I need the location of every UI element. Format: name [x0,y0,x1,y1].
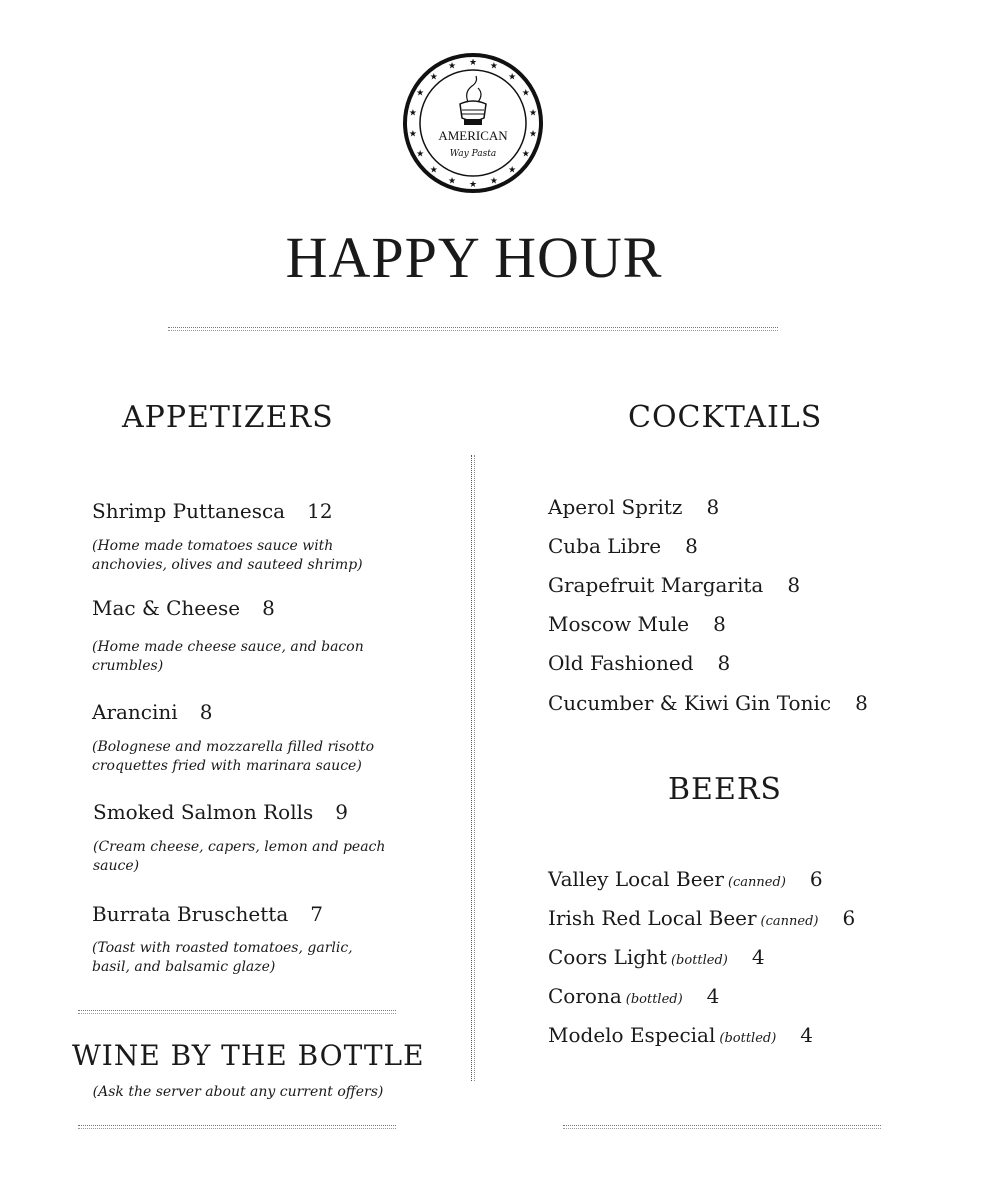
menu-item-description: (Toast with roasted tomatoes, garlic, basil, and balsamic glaze) [92,940,353,975]
star-icon: ★ [448,176,457,187]
beer-item: Irish Red Local Beer (canned) 6 [548,906,856,930]
page-title: HAPPY HOUR [285,225,663,290]
cocktail-item: Old Fashioned 8 [548,651,731,675]
menu-item-price: 7 [310,902,323,926]
cocktail-price: 8 [717,651,731,675]
svg-text:AMERICAN: AMERICAN [438,128,508,143]
menu-item-name: Arancini 8 [92,700,213,724]
beer-container-note: (canned) [760,914,819,929]
american-way-pasta-logo [402,52,544,194]
menu-item-description: (Home made cheese sauce, and bacon crumbles) [92,639,364,674]
cocktail-item: Cuba Libre 8 [548,534,698,558]
menu-item-name: Burrata Bruschetta 7 [92,902,323,926]
menu-item-name: Shrimp Puttanesca 12 [92,499,333,523]
star-icon: ★ [529,129,538,140]
wine-note: (Ask the server about any current offers) [92,1084,384,1100]
cocktail-item: Cucumber & Kiwi Gin Tonic 8 [548,691,868,715]
cocktail-price: 8 [706,495,720,519]
star-icon: ★ [468,180,478,190]
menu-item-name: Mac & Cheese 8 [92,596,275,620]
beer-container-note: (canned) [727,875,786,890]
star-icon: ★ [508,72,517,83]
star-icon: ★ [429,165,438,176]
star-icon: ★ [508,165,517,176]
cocktail-price: 8 [855,691,868,715]
beer-item: Modelo Especial (bottled) 4 [548,1023,814,1047]
star-icon: ★ [521,88,530,99]
beer-price: 4 [800,1023,814,1047]
star-icon: ★ [529,108,538,119]
star-icon: ★ [408,129,417,140]
star-icon: ★ [408,108,417,119]
star-icon: ★ [429,72,438,83]
menu-item-price: 9 [335,800,348,824]
decorative-divider [563,1125,881,1129]
star-icon: ★ [489,61,498,72]
beer-container-note: (bottled) [670,953,728,968]
cocktail-price: 8 [685,534,698,558]
cocktail-item: Grapefruit Margarita 8 [548,573,801,597]
cocktail-price: 8 [713,612,726,636]
menu-item-price: 8 [199,700,213,724]
wine-heading: WINE BY THE BOTTLE [72,1039,425,1072]
menu-item-name: Smoked Salmon Rolls 9 [93,800,348,824]
decorative-divider [78,1125,396,1129]
beer-item: Valley Local Beer (canned) 6 [548,867,823,891]
appetizers-heading: APPETIZERS [122,400,334,435]
cocktail-item: Aperol Spritz 8 [548,495,720,519]
beer-price: 4 [751,945,765,969]
column-divider [471,455,475,1081]
decorative-divider [168,327,778,331]
beer-price: 6 [842,906,856,930]
cocktails-heading: COCKTAILS [628,400,823,435]
decorative-divider [78,1010,396,1014]
svg-text:Way Pasta: Way Pasta [449,149,497,159]
star-icon: ★ [416,149,425,160]
menu-item-description: (Home made tomatoes sauce with anchovies, olives and sauteed shrimp) [92,538,363,573]
beer-price: 4 [706,984,720,1008]
star-icon: ★ [416,88,425,99]
beer-container-note: (bottled) [625,992,683,1007]
cocktail-price: 8 [787,573,801,597]
menu-item-description: (Cream cheese, capers, lemon and peach sauce) [93,839,386,874]
menu-item-description: (Bolognese and mozzarella filled risotto croquettes fried with marinara sauce) [92,739,375,774]
menu-item-price: 8 [262,596,275,620]
star-icon: ★ [489,176,498,187]
star-icon: ★ [468,58,478,68]
pasta-bowl-icon [460,76,486,125]
beer-item: Coors Light (bottled) 4 [548,945,765,969]
beer-item: Corona (bottled) 4 [548,984,720,1008]
cocktail-item: Moscow Mule 8 [548,612,726,636]
beers-heading: BEERS [668,772,782,807]
beer-price: 6 [809,867,823,891]
star-icon: ★ [448,61,457,72]
star-icon: ★ [521,149,530,160]
menu-item-price: 12 [307,499,333,523]
beer-container-note: (bottled) [719,1031,777,1046]
